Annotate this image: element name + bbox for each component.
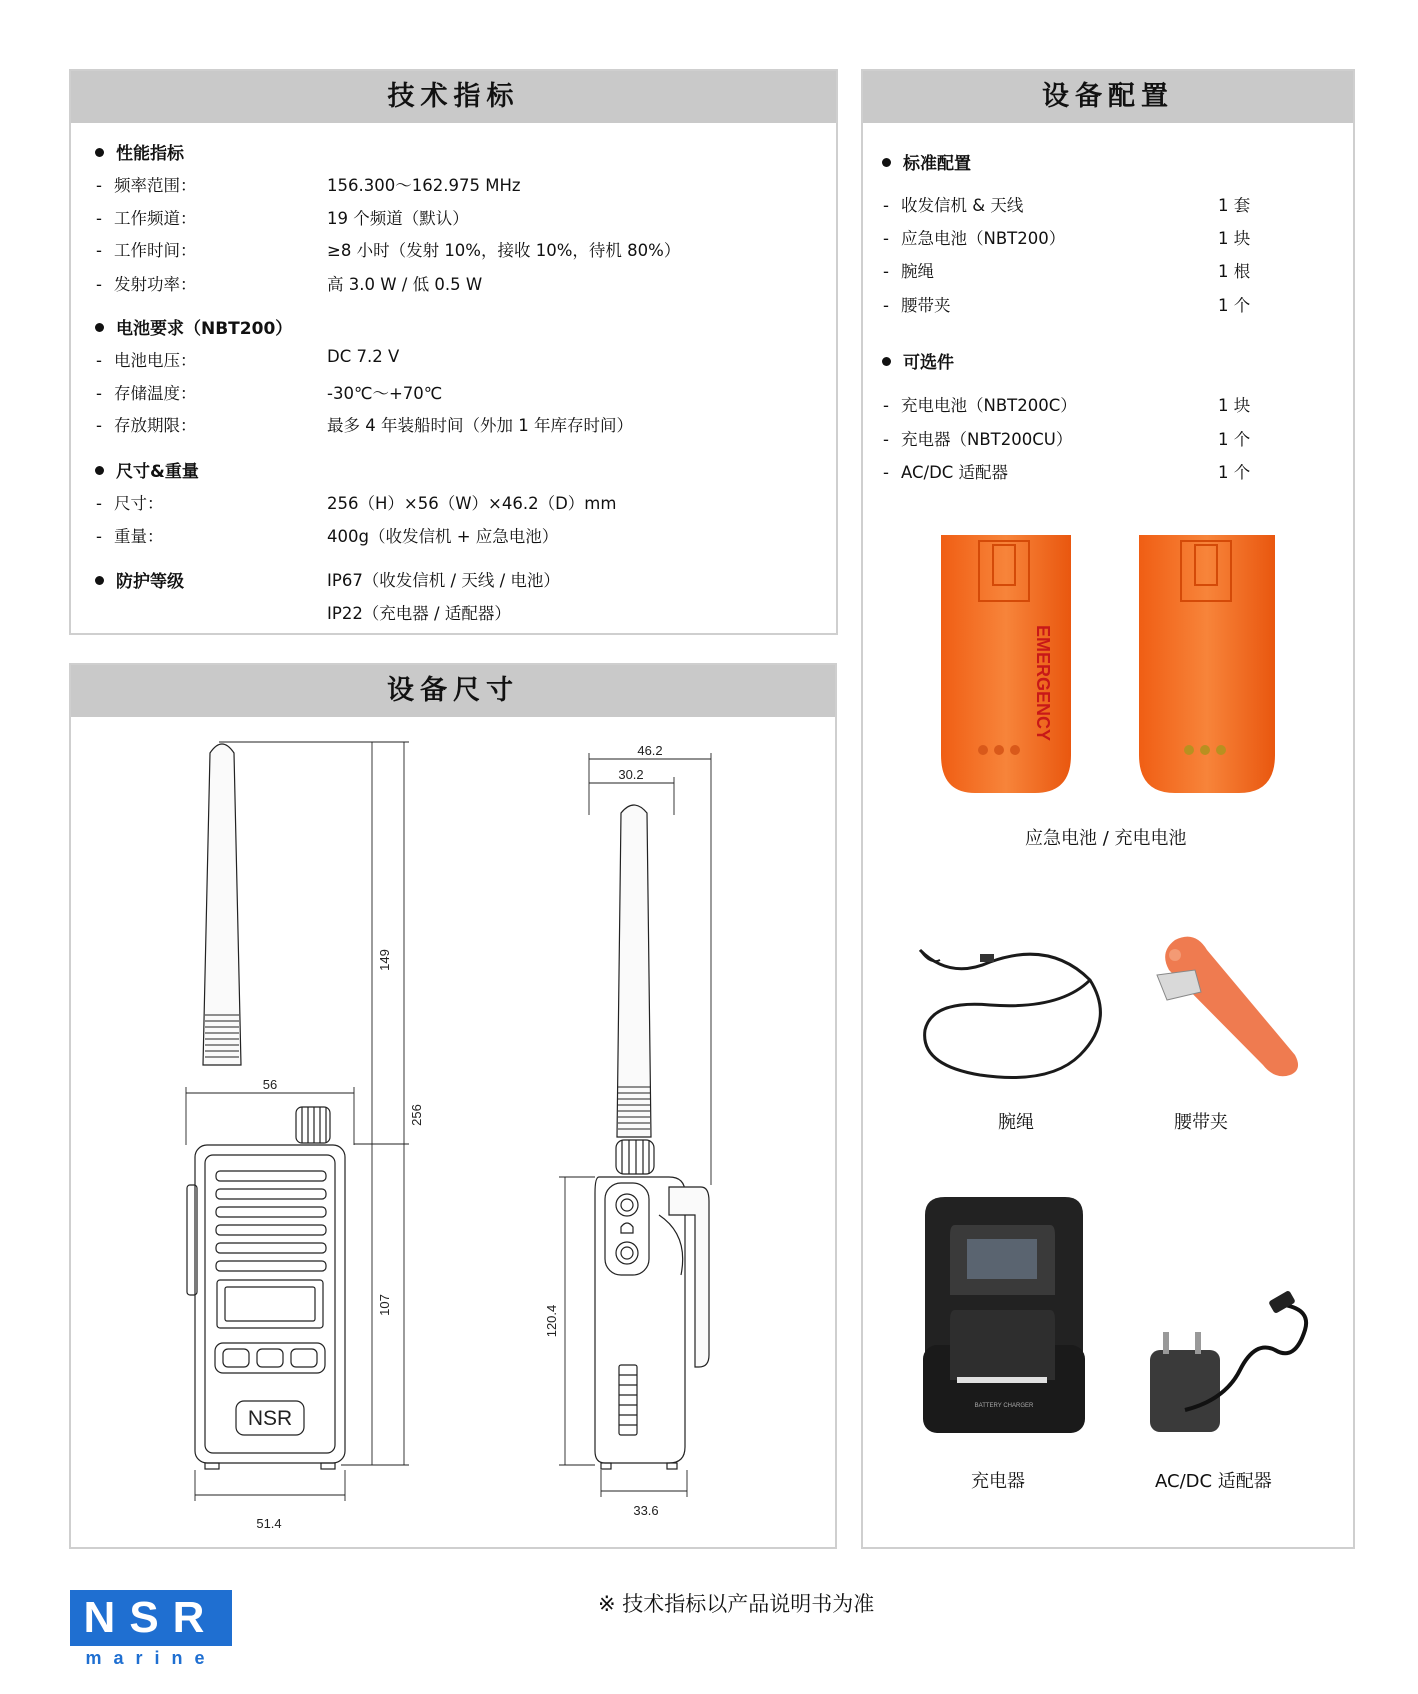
spec-row-channels: - 工作频道： <box>96 209 197 228</box>
tech-specs-title: 技术指标 <box>71 71 836 123</box>
logo-top: NSR <box>70 1590 232 1646</box>
spec-row-operating-time: - 工作时间： <box>96 241 197 260</box>
config-qty: 1 套 <box>1218 196 1251 215</box>
config-qty: 1 个 <box>1218 463 1251 482</box>
lanyard-image <box>910 940 1110 1090</box>
section-performance <box>95 139 184 164</box>
dim-label-30-2: 30.2 <box>618 767 644 782</box>
spec-row-voltage: - 电池电压： <box>96 351 197 370</box>
dimensions-title: 设备尺寸 <box>71 665 835 717</box>
config-item: - 充电电池（NBT200C） <box>883 396 1077 415</box>
spec-value-power: 高 3.0 W / 低 0.5 W <box>327 275 483 294</box>
config-qty: 1 个 <box>1218 430 1251 449</box>
bullet-icon <box>95 148 104 157</box>
bullet-icon <box>882 158 891 167</box>
dim-label-256: 256 <box>409 1104 424 1126</box>
footnote: ※ 技术指标以产品说明书为准 <box>598 1592 875 1616</box>
belt-clip-image <box>1145 930 1305 1090</box>
charging-battery-image <box>1139 535 1275 793</box>
dim-label-107: 107 <box>377 1294 392 1316</box>
section-title: 电池要求（NBT200） <box>116 319 293 339</box>
bullet-icon <box>95 576 104 585</box>
bullet-icon <box>882 357 891 366</box>
dim-label-149: 149 <box>377 949 392 971</box>
adapter-image <box>1145 1290 1325 1440</box>
nsr-marine-logo <box>70 1590 232 1670</box>
caption-batteries: 应急电池 / 充电电池 <box>1025 828 1187 849</box>
caption-lanyard: 腕绳 <box>998 1112 1034 1133</box>
section-standard: 标准配置 <box>882 149 971 174</box>
section-size-weight <box>95 457 199 482</box>
spec-value-voltage: DC 7.2 V <box>327 347 400 366</box>
config-item: - AC/DC 适配器 <box>883 463 1009 482</box>
bullet-icon <box>95 323 104 332</box>
section-title: 防护等级 <box>116 572 184 592</box>
config-qty: 1 块 <box>1218 396 1251 415</box>
spec-value-weight: 400g（收发信机 + 应急电池） <box>327 527 559 546</box>
spec-value-channels: 19 个频道（默认） <box>327 209 469 228</box>
dim-label-51-4: 51.4 <box>256 1516 282 1531</box>
dim-label-120-4: 120.4 <box>544 1304 559 1338</box>
config-item: - 腕绳 <box>883 262 934 281</box>
spec-row-size: - 尺寸： <box>96 494 164 513</box>
section-battery <box>95 314 292 339</box>
spec-value-size: 256（H）×56（W）×46.2（D）mm <box>327 494 617 513</box>
spec-value-frequency: 156.300～162.975 MHz <box>327 176 521 195</box>
dim-label-33-6: 33.6 <box>633 1503 659 1518</box>
caption-adapter: AC/DC 适配器 <box>1155 1471 1272 1492</box>
spec-row-power: - 发射功率： <box>96 275 197 294</box>
config-item: - 应急电池（NBT200） <box>883 229 1066 248</box>
config-item: - 腰带夹 <box>883 296 951 315</box>
config-item: - 充电器（NBT200CU） <box>883 430 1073 449</box>
config-qty: 1 根 <box>1218 262 1251 281</box>
battery-emergency-label: EMERGENCY <box>1033 625 1053 742</box>
section-title: 性能指标 <box>116 144 184 164</box>
spec-row-storage-temp: - 存储温度： <box>96 384 197 403</box>
bullet-icon <box>95 466 104 475</box>
front-view-radio <box>187 744 345 1469</box>
config-qty: 1 块 <box>1218 229 1251 248</box>
dim-label-56: 56 <box>262 1077 278 1092</box>
spec-value-storage-temp: -30℃～+70℃ <box>327 384 443 403</box>
config-title: 设备配置 <box>863 71 1353 123</box>
spec-value-shelf-life: 最多 4 年装船时间（外加 1 年库存时间） <box>327 416 633 435</box>
section-protection <box>95 567 184 592</box>
charger-image <box>915 1195 1090 1435</box>
caption-belt-clip: 腰带夹 <box>1174 1112 1228 1133</box>
side-view-radio <box>595 805 709 1469</box>
dim-label-46-2: 46.2 <box>637 743 663 758</box>
charger-label: BATTERY CHARGER <box>974 1403 1034 1409</box>
spec-row-weight: - 重量： <box>96 527 164 546</box>
protection-ip67: IP67（收发信机 / 天线 / 电池） <box>327 571 560 590</box>
logo-bottom: marine <box>85 1648 217 1668</box>
protection-ip22: IP22（充电器 / 适配器） <box>327 604 511 623</box>
spec-row-shelf-life: - 存放期限： <box>96 416 197 435</box>
config-qty: 1 个 <box>1218 296 1251 315</box>
config-item: - 收发信机 & 天线 <box>883 196 1024 215</box>
section-optional: 可选件 <box>882 348 954 373</box>
battery-images <box>935 525 1285 800</box>
caption-charger: 充电器 <box>971 1471 1025 1492</box>
emergency-battery-image <box>941 535 1071 793</box>
spec-value-operating-time: ≥8 小时（发射 10%，接收 10%，待机 80%） <box>327 241 681 260</box>
radio-brand-label: NSR <box>247 1407 293 1430</box>
dimension-drawing <box>69 715 837 1549</box>
section-title: 尺寸&重量 <box>116 462 199 482</box>
spec-row-frequency: - 频率范围： <box>96 176 197 195</box>
